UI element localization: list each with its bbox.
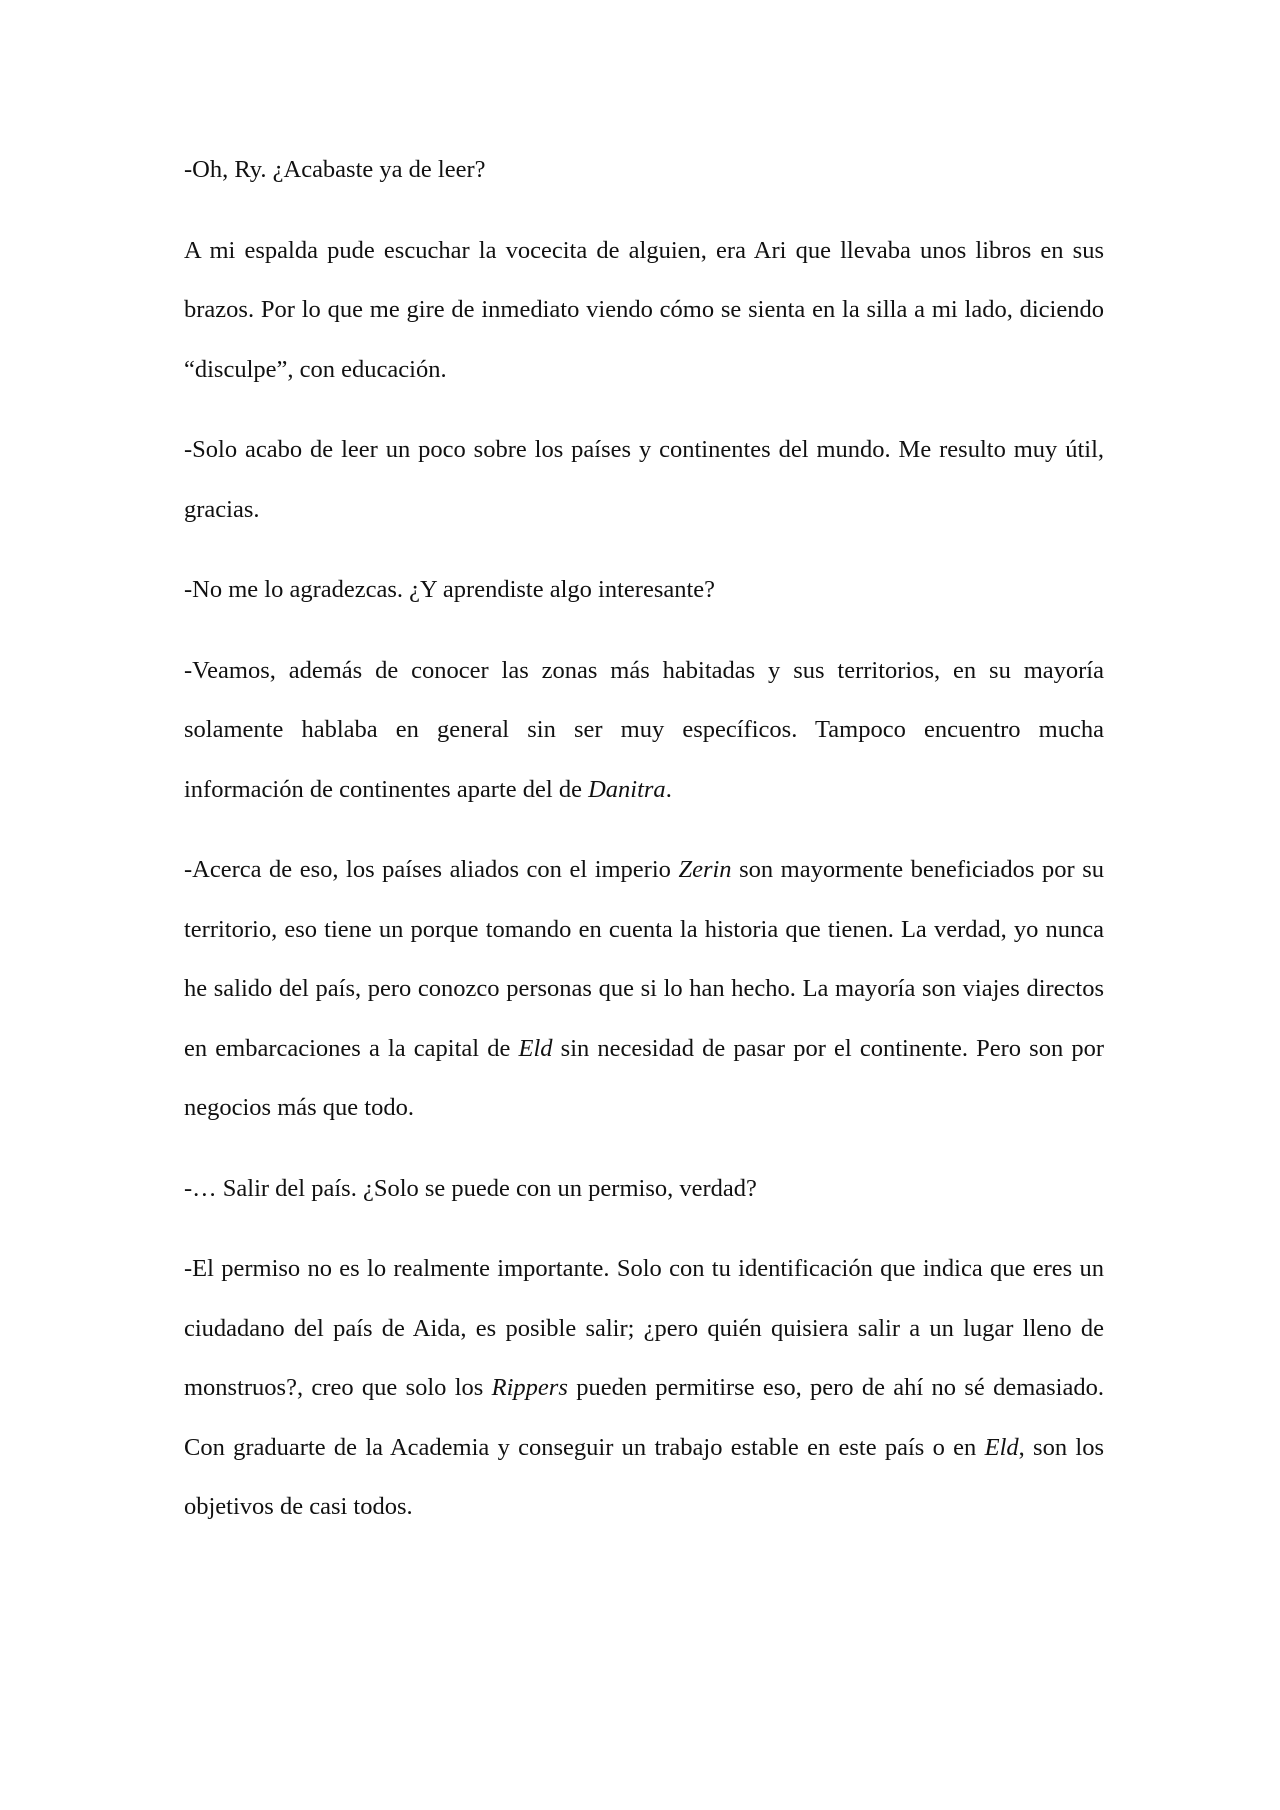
text-run: -… Salir del país. ¿Solo se puede con un permiso, verdad?: [184, 1174, 757, 1202]
italic-term: Danitra: [588, 775, 666, 803]
text-run: -Oh, Ry. ¿Acabaste ya de leer?: [184, 156, 486, 183]
paragraph: [184, 1159, 1104, 1219]
italic-term: Eld: [984, 1433, 1019, 1461]
text-run: -Veamos, además de conocer las zonas más habitadas y sus territorios, en su mayoría solamente hablaba en general sin ser muy específicos. Tampoco encuentro mucha información de continentes aparte del de: [184, 656, 1104, 803]
paragraph: [184, 840, 1104, 1138]
document-body: [184, 140, 1104, 1558]
text-run: , son los objetivos de casi todos.: [184, 1433, 1104, 1520]
text-run: -Acerca de eso, los países aliados con el imperio: [184, 856, 679, 883]
italic-term: Zerin: [678, 856, 732, 883]
italic-term: Rippers: [491, 1374, 568, 1401]
text-run: A mi espalda pude escuchar la vocecita de alguien, era Ari que llevaba unos libros en sus brazos. Por lo que me gire de inmediato viendo cómo se sienta en la silla a mi lado, diciendo “disculpe”, con educación.: [184, 236, 1104, 383]
paragraph: [184, 1239, 1104, 1537]
paragraph: [184, 420, 1104, 539]
text-run: .: [665, 775, 672, 803]
text-run: -El permiso no es lo realmente importante. Solo con tu identificación que indica que eres un ciudadano del país de Aida, es posible salir; ¿pero quién quisiera salir a un lugar lleno de monstruos?, creo que solo los: [184, 1255, 1104, 1401]
italic-term: Eld: [518, 1034, 553, 1062]
text-run: -Solo acabo de leer un poco sobre los países y continentes del mundo. Me resulto muy útil, gracias.: [184, 436, 1104, 523]
text-run: -No me lo agradezcas. ¿Y aprendiste algo interesante?: [184, 576, 716, 603]
paragraph: [184, 560, 1104, 620]
text-run: son mayormente beneficiados por su territorio, eso tiene un porque tomando en cuenta la historia que tienen. La verdad, yo nunca he salido del país, pero conozco personas que si lo han hecho. La mayoría son viajes directos en embarcaciones a la capital de: [184, 856, 1105, 1062]
paragraph: [184, 221, 1104, 400]
paragraph: [184, 140, 1104, 200]
text-run: sin necesidad de pasar por el continente. Pero son por negocios más que todo.: [184, 1034, 1104, 1121]
paragraph: [184, 641, 1104, 820]
text-run: pueden permitirse eso, pero de ahí no sé demasiado. Con graduarte de la Academia y conseguir un trabajo estable en este país o en: [184, 1374, 1104, 1461]
